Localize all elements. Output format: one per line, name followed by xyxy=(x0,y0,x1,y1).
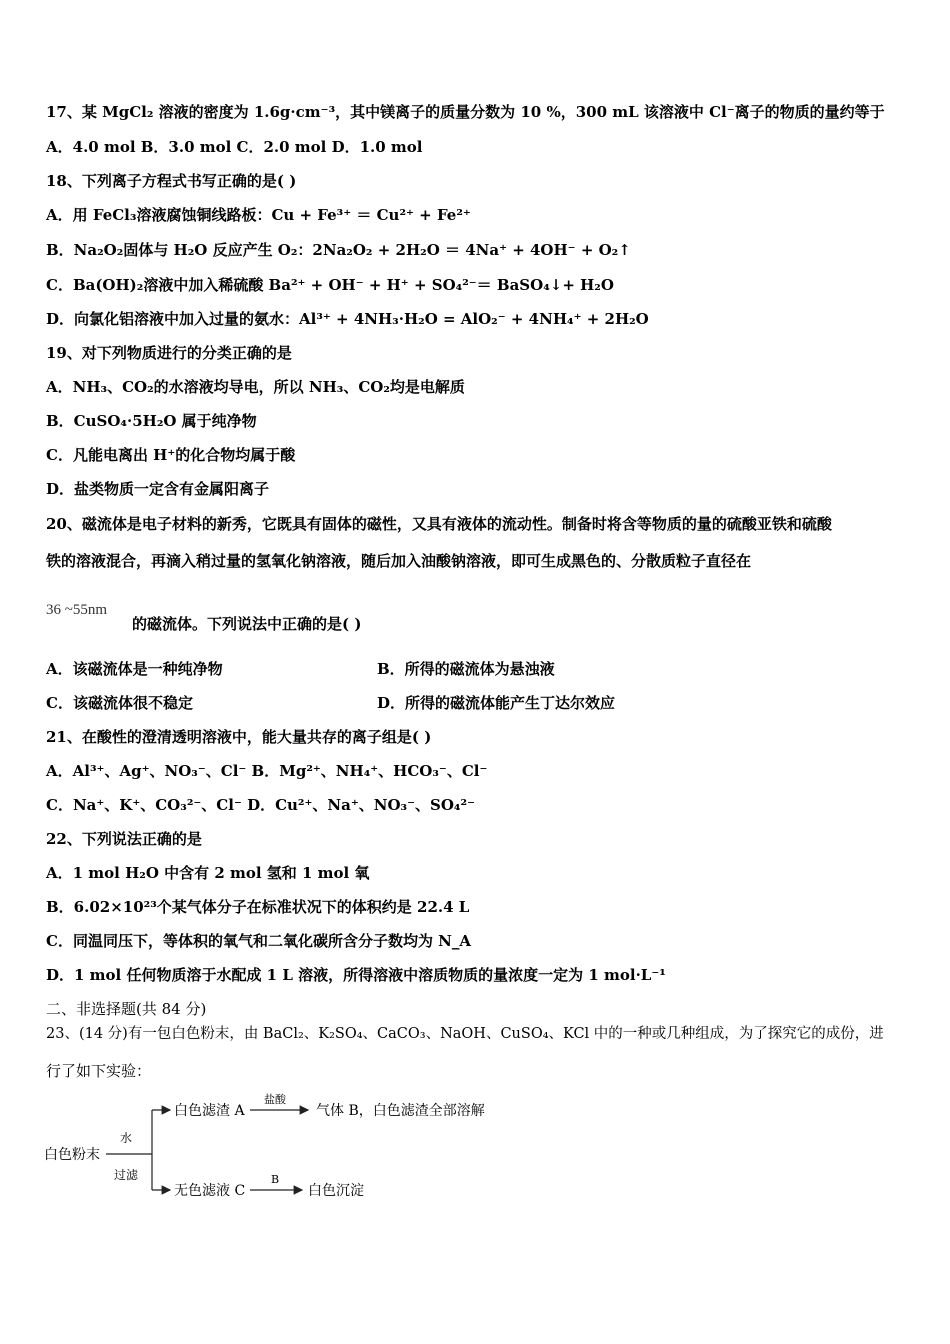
q20-option-b: B．所得的磁流体为悬浊液 xyxy=(377,660,555,678)
q20-stem-line2: 铁的溶液混合，再滴入稍过量的氢氧化钠溶液，随后加入油酸钠溶液，即可生成黑色的、分散质粒子直径在 xyxy=(46,552,752,570)
q18-option-c: C．Ba(OH)₂溶液中加入稀硫酸 Ba²⁺ + OH⁻ + H⁺ + SO₄²⁻＝ BaSO₄↓+ H₂O xyxy=(46,276,614,294)
flow-residue-a: 白色滤渣 A xyxy=(174,1103,245,1119)
flow-reagent-b-label: B xyxy=(271,1173,280,1186)
flow-filtrate-c: 无色滤液 C xyxy=(174,1183,246,1199)
flow-result-c: 白色沉淀 xyxy=(308,1183,364,1199)
q19-option-d: D．盐类物质一定含有金属阳离子 xyxy=(46,480,270,498)
q18-option-a: A．用 FeCl₃溶液腐蚀铜线路板：Cu + Fe³⁺ ＝ Cu²⁺ + Fe²⁺ xyxy=(46,206,471,224)
experiment-flow-diagram xyxy=(40,1090,520,1215)
q20-stem-line1: 20、磁流体是电子材料的新秀，它既具有固体的磁性，又具有液体的流动性。制备时将含等物质的量的硫酸亚铁和硫酸 xyxy=(46,515,832,533)
flow-water-label: 水 xyxy=(120,1131,133,1145)
q19-option-a: A．NH₃、CO₂的水溶液均导电，所以 NH₃、CO₂均是电解质 xyxy=(46,378,465,396)
q20-option-c: C．该磁流体很不稳定 xyxy=(46,694,193,712)
q22-stem: 22、下列说法正确的是 xyxy=(46,830,202,848)
q22-option-a: A．1 mol H₂O 中含有 2 mol 氢和 1 mol 氧 xyxy=(46,864,370,882)
q22-option-d: D．1 mol 任何物质溶于水配成 1 L 溶液，所得溶液中溶质物质的量浓度一定为 1 mol·L⁻¹ xyxy=(46,966,666,984)
q18-option-d: D．向氯化铝溶液中加入过量的氨水：Al³⁺ + 4NH₃·H₂O = AlO₂⁻ + 4NH₄⁺ + 2H₂O xyxy=(46,310,649,328)
q17-stem: 17、某 MgCl₂ 溶液的密度为 1.6g·cm⁻³，其中镁离子的质量分数为 10 %，300 mL 该溶液中 Cl⁻离子的物质的量约等于 xyxy=(46,103,885,121)
q19-stem: 19、对下列物质进行的分类正确的是 xyxy=(46,344,292,362)
q22-option-b: B．6.02×10²³个某气体分子在标准状况下的体积约是 22.4 L xyxy=(46,898,470,916)
q21-stem: 21、在酸性的澄清透明溶液中，能大量共存的离子组是( ) xyxy=(46,728,432,746)
q20-stem-line3: 的磁流体。下列说法中正确的是( ) xyxy=(132,615,362,633)
q17-options: A．4.0 mol B．3.0 mol C．2.0 mol D．1.0 mol xyxy=(46,138,423,156)
flow-filter-label: 过滤 xyxy=(114,1168,139,1182)
q19-option-c: C．凡能电离出 H⁺的化合物均属于酸 xyxy=(46,446,296,464)
q22-option-c: C．同温同压下，等体积的氧气和二氧化碳所含分子数均为 N_A xyxy=(46,932,472,950)
q19-option-b: B．CuSO₄·5H₂O 属于纯净物 xyxy=(46,412,257,430)
section-heading: 二、非选择题(共 84 分) xyxy=(46,1000,207,1018)
q23-stem-line2: 行了如下实验： xyxy=(46,1062,152,1080)
q23-stem-line1: 23、(14 分)有一包白色粉末，由 BaCl₂、K₂SO₄、CaCO₃、NaOH、CuSO₄、KCl 中的一种或几种组成，为了探究它的成份，进 xyxy=(46,1026,884,1042)
q21-options-ab: A．Al³⁺、Ag⁺、NO₃⁻、Cl⁻ B．Mg²⁺、NH₄⁺、HCO₃⁻、Cl⁻ xyxy=(46,762,488,780)
q21-options-cd: C．Na⁺、K⁺、CO₃²⁻、Cl⁻ D．Cu²⁺、Na⁺、NO₃⁻、SO₄²⁻ xyxy=(46,796,475,814)
q20-option-d: D．所得的磁流体能产生丁达尔效应 xyxy=(377,694,616,712)
q20-particle-range: 36 ~55nm xyxy=(46,602,108,618)
q18-option-b: B．Na₂O₂固体与 H₂O 反应产生 O₂：2Na₂O₂ + 2H₂O ＝ 4Na⁺ + 4OH⁻ + O₂↑ xyxy=(46,241,631,259)
flow-acid-label: 盐酸 xyxy=(264,1093,286,1106)
flow-start-label: 白色粉末 xyxy=(44,1147,100,1163)
flow-result-a: 气体 B，白色滤渣全部溶解 xyxy=(316,1103,485,1119)
q18-stem: 18、下列离子方程式书写正确的是( ) xyxy=(46,172,297,190)
q20-option-a: A．该磁流体是一种纯净物 xyxy=(46,660,223,678)
